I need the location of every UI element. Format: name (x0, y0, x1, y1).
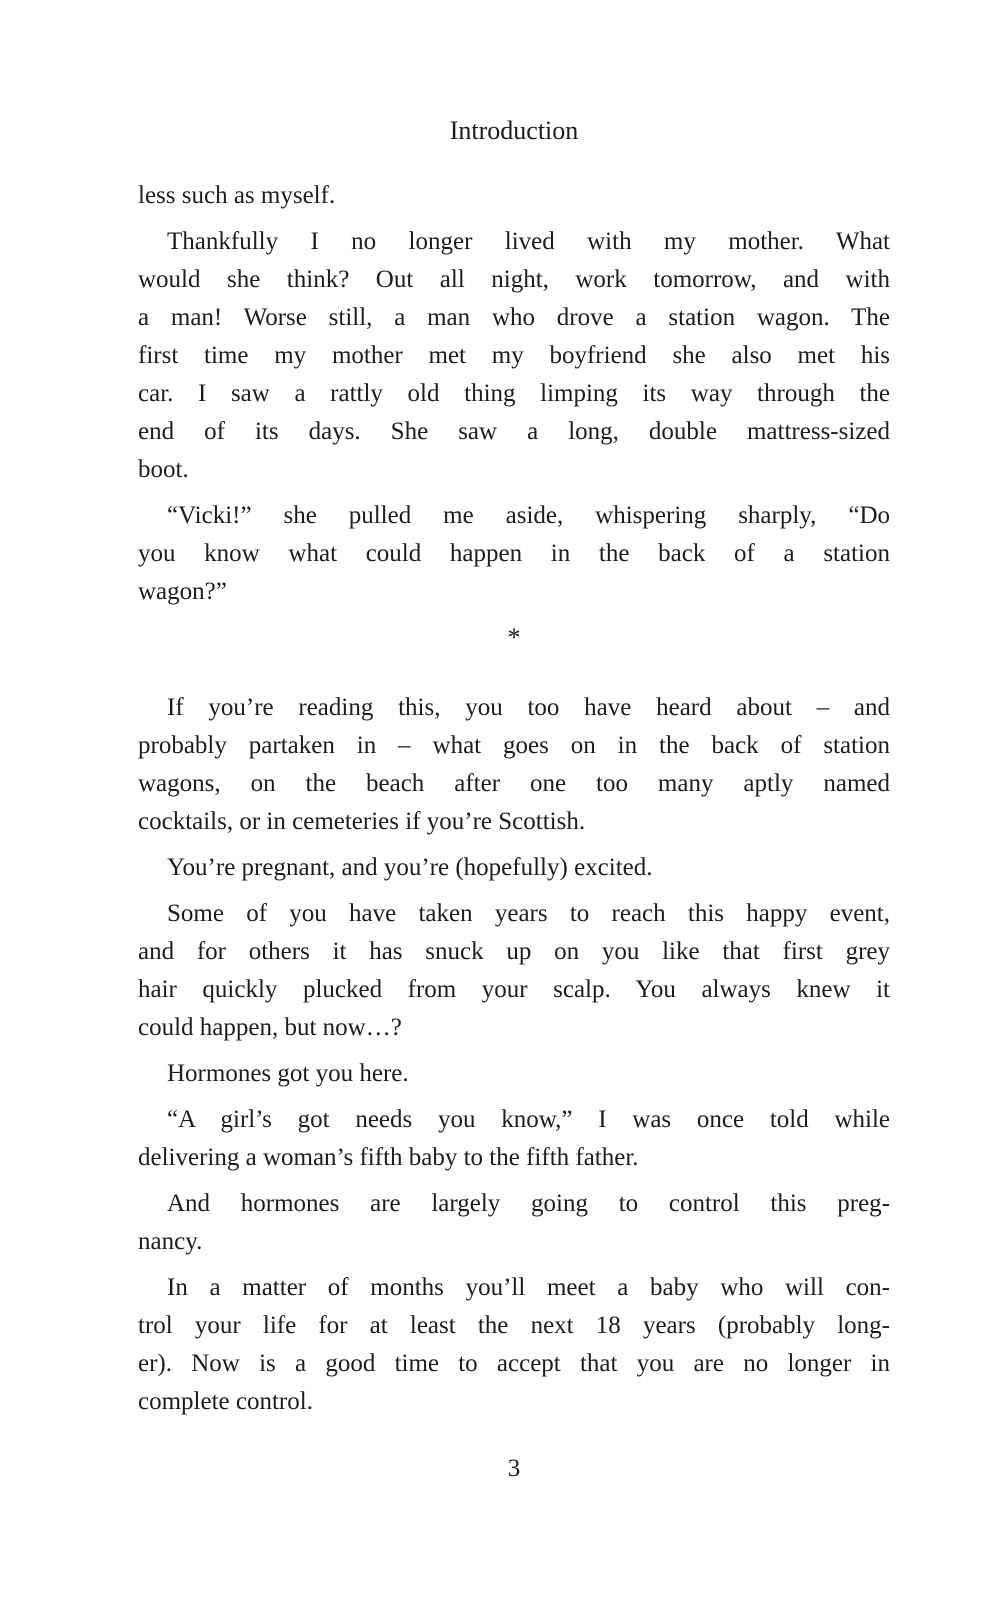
text-line: Hormones got you here. (167, 1060, 409, 1087)
text-line: boot. (138, 456, 189, 483)
paragraph (138, 1101, 890, 1177)
text-line: In a matter of months you’ll meet a baby who will con- (167, 1274, 890, 1301)
text-line: end of its days. She saw a long, double mattress-sized (138, 418, 890, 445)
text-line: er). Now is a good time to accept that you are no longer in (138, 1350, 890, 1377)
text-line: would she think? Out all night, work tomorrow, and with (138, 266, 890, 293)
text-line: wagons, on the beach after one too many aptly named (138, 770, 890, 797)
text-line: “A girl’s got needs you know,” I was once told while (167, 1106, 890, 1133)
section-break-asterisk: * (507, 623, 521, 652)
paragraph (138, 1269, 890, 1421)
text-line: car. I saw a rattly old thing limping its way through the (138, 380, 890, 407)
paragraph (138, 895, 890, 1047)
body-text (138, 177, 890, 1421)
text-line: first time my mother met my boyfriend she also met his (138, 342, 890, 369)
paragraph (138, 689, 890, 841)
page-number: 3 (507, 1455, 521, 1482)
text-line: Thankfully I no longer lived with my mother. What (167, 228, 890, 255)
text-line: If you’re reading this, you too have heard about – and (167, 694, 890, 721)
text-line: cocktails, or in cemeteries if you’re Scottish. (138, 808, 586, 835)
paragraph (138, 1185, 890, 1261)
paragraph (138, 849, 890, 887)
text-line: could happen, but now…? (138, 1014, 402, 1041)
paragraph (138, 497, 890, 611)
text-line: wagon?” (138, 578, 227, 605)
text-line: a man! Worse still, a man who drove a station wagon. The (138, 304, 890, 331)
text-line: nancy. (138, 1228, 203, 1255)
chapter-title: Introduction (449, 116, 579, 145)
text-line: you know what could happen in the back of a station (138, 540, 890, 567)
text-line: less such as myself. (138, 182, 336, 209)
paragraph (138, 177, 890, 215)
text-line: “Vicki!” she pulled me aside, whispering sharply, “Do (167, 502, 890, 529)
text-line: delivering a woman’s fifth baby to the fifth father. (138, 1144, 639, 1171)
text-line: Some of you have taken years to reach this happy event, (167, 900, 890, 927)
text-line: complete control. (138, 1388, 313, 1415)
text-line: trol your life for at least the next 18 years (probably long- (138, 1312, 890, 1339)
text-line: and for others it has snuck up on you like that first grey (138, 938, 890, 965)
text-line: You’re pregnant, and you’re (hopefully) excited. (167, 854, 653, 881)
text-line: probably partaken in – what goes on in the back of station (138, 732, 890, 759)
paragraph (138, 223, 890, 489)
text-column (138, 0, 890, 1488)
text-line: hair quickly plucked from your scalp. You always knew it (138, 976, 890, 1003)
paragraph (138, 1055, 890, 1093)
text-line: And hormones are largely going to control this preg- (167, 1190, 890, 1217)
